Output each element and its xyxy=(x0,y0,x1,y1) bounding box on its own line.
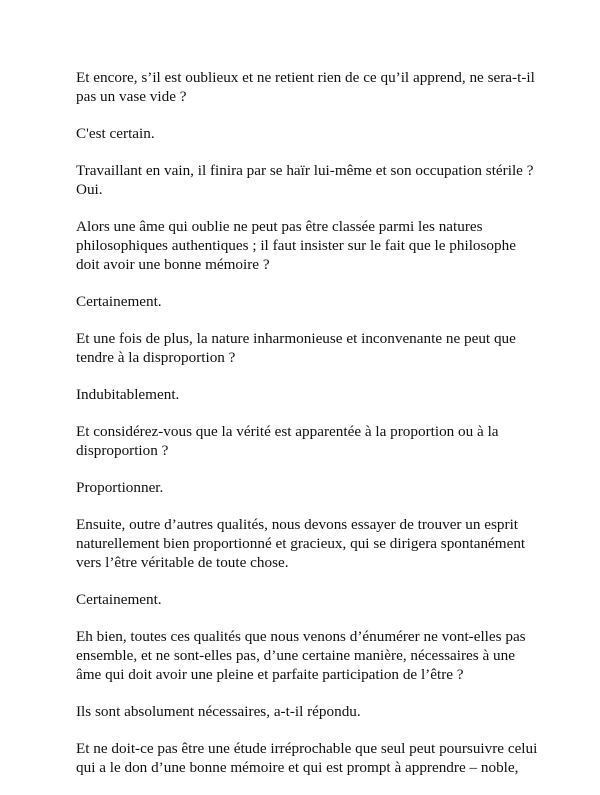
paragraph-14: Et ne doit-ce pas être une étude irréprochable que seul peut poursuivre celui qui a le don d’une bonne mémoire et qui est prompt à apprendre – noble, xyxy=(76,740,538,776)
document-body xyxy=(76,68,566,795)
paragraph-13: Ils sont absolument nécessaires, a-t-il répondu. xyxy=(76,703,361,720)
paragraph-2: C'est certain. xyxy=(76,125,155,142)
paragraph-12: Eh bien, toutes ces qualités que nous venons d’énumérer ne vont-elles pas ensemble, et ne sont-elles pas, d’une certaine manière, nécessaires à une âme qui doit avoir une pleine et parfaite participation de l’être ? xyxy=(76,628,526,683)
paragraph-7: Indubitablement. xyxy=(76,386,180,403)
paragraph-4: Alors une âme qui oublie ne peut pas être classée parmi les natures philosophiques authentiques ; il faut insister sur le fait que le philosophe doit avoir une bonne mémoire ? xyxy=(76,218,516,273)
paragraph-1: Et encore, s’il est oublieux et ne retient rien de ce qu’il apprend, ne sera-t-il pas un vase vide ? xyxy=(76,69,535,105)
paragraph-11: Certainement. xyxy=(76,591,162,608)
paragraph-8: Et considérez-vous que la vérité est apparentée à la proportion ou à la disproportion ? xyxy=(76,423,499,459)
paragraph-6: Et une fois de plus, la nature inharmonieuse et inconvenante ne peut que tendre à la disproportion ? xyxy=(76,330,516,366)
paragraph-10: Ensuite, outre d’autres qualités, nous devons essayer de trouver un esprit naturellement bien proportionné et gracieux, qui se dirigera spontanément vers l’être véritable de toute chose. xyxy=(76,516,526,571)
paragraph-3: Travaillant en vain, il finira par se haïr lui-même et son occupation stérile ? Oui. xyxy=(76,162,534,198)
paragraph-5: Certainement. xyxy=(76,293,162,310)
paragraph-9: Proportionner. xyxy=(76,479,164,496)
